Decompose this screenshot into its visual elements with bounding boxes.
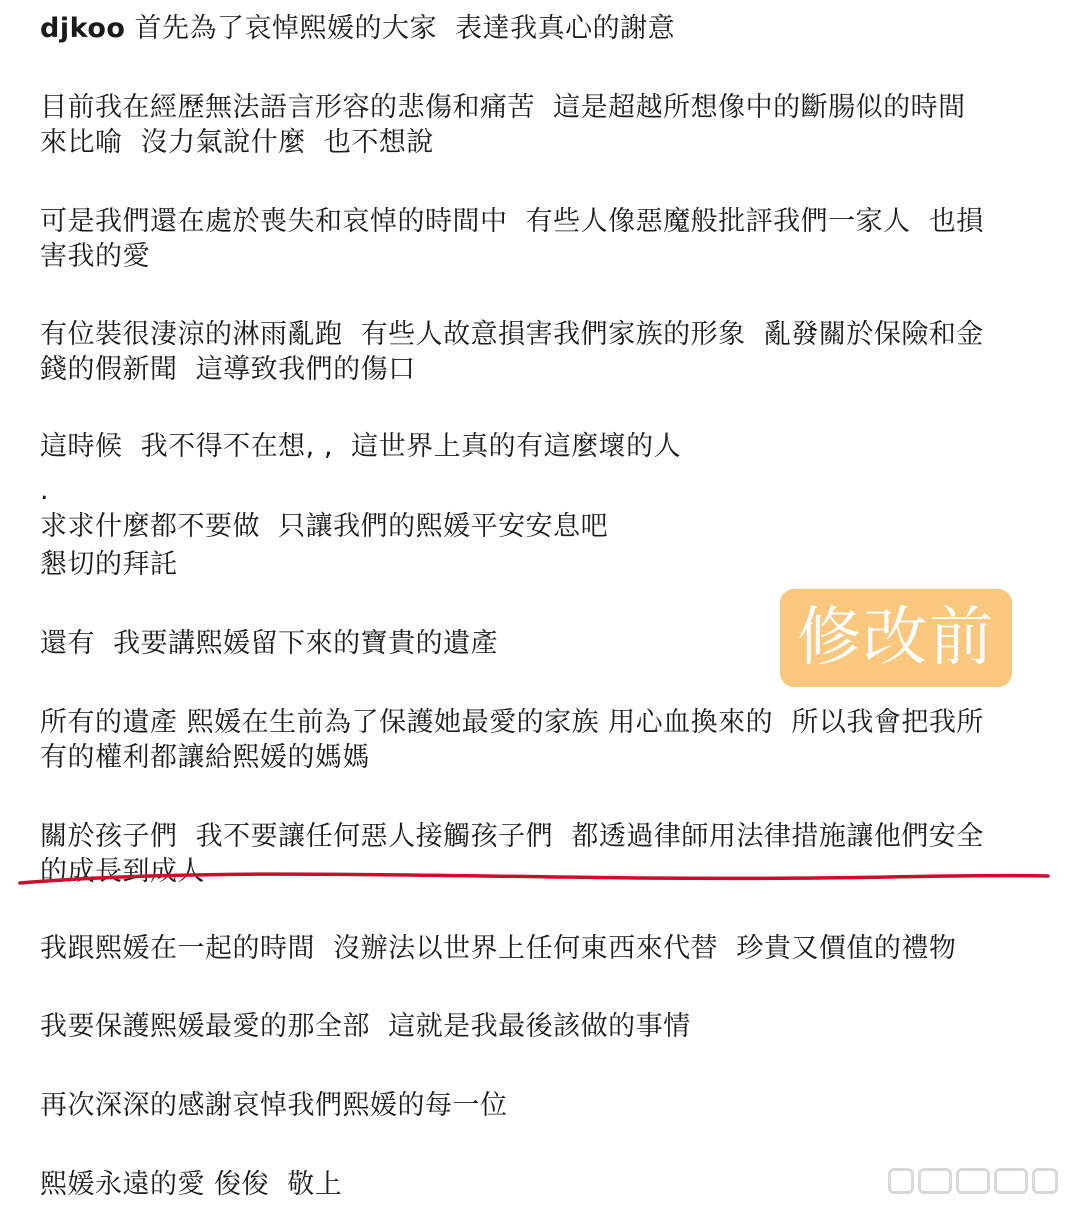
post-text-line: 我跟熙媛在一起的時間 沒辦法以世界上任何東西來代替 珍貴又價值的禮物 [40, 933, 957, 964]
watermark-segment [956, 1168, 990, 1194]
watermark-segment [994, 1168, 1028, 1194]
post-first-line [40, 10, 675, 48]
watermark-segment [1032, 1168, 1058, 1194]
post-text-line: 害我的愛 [40, 241, 150, 272]
post-text-line: 的成長到成人 [40, 856, 205, 887]
post-text-line: 可是我們還在處於喪失和哀悼的時間中 有些人像惡魔般批評我們一家人 也損 [40, 206, 984, 237]
post-text-line: 首先為了哀悼熙媛的大家 表達我真心的謝意 [134, 13, 676, 44]
post-text-line: 來比喻 沒力氣說什麼 也不想說 [40, 127, 434, 158]
weibo-watermark-icon [888, 1168, 1058, 1194]
watermark-segment [888, 1168, 914, 1194]
post-text-line: 懇切的拜託 [40, 549, 178, 580]
post-text-line: 關於孩子們 我不要讓任何惡人接觸孩子們 都透過律師用法律措施讓他們安全 [40, 821, 984, 852]
post-text-line: 所有的遺產 熙媛在生前為了保護她最愛的家族 用心血換來的 所以我會把我所 [40, 707, 984, 738]
post-text-line: 錢的假新聞 這導致我們的傷口 [40, 354, 416, 385]
post-text-line: 我要保護熙媛最愛的那全部 這就是我最後該做的事情 [40, 1011, 691, 1042]
post-text-line: 再次深深的感謝哀悼我們熙媛的每一位 [40, 1090, 508, 1121]
post-text-line: 有的權利都讓給熙媛的媽媽 [40, 742, 370, 773]
post-text-line: . [40, 475, 50, 506]
username[interactable]: djkoo [40, 13, 126, 44]
before-edit-badge [780, 589, 1012, 687]
watermark-segment [918, 1168, 952, 1194]
post-text-line: 目前我在經歷無法語言形容的悲傷和痛苦 這是超越所想像中的斷腸似的時間 [40, 92, 966, 123]
post-text-line: 還有 我要講熙媛留下來的寶貴的遺產 [40, 628, 499, 659]
badge-label: 修改前 [797, 601, 995, 675]
post-text-line: 熙媛永遠的愛 俊俊 敬上 [40, 1169, 343, 1200]
post-text-line: 有位裝很淒涼的淋雨亂跑 有些人故意損害我們家族的形象 亂發關於保險和金 [40, 319, 984, 350]
post-text-line: 這時候 我不得不在想, , 這世界上真的有這麼壞的人 [40, 431, 682, 462]
post-text-line: 求求什麼都不要做 只讓我們的熙媛平安安息吧 [40, 511, 609, 542]
